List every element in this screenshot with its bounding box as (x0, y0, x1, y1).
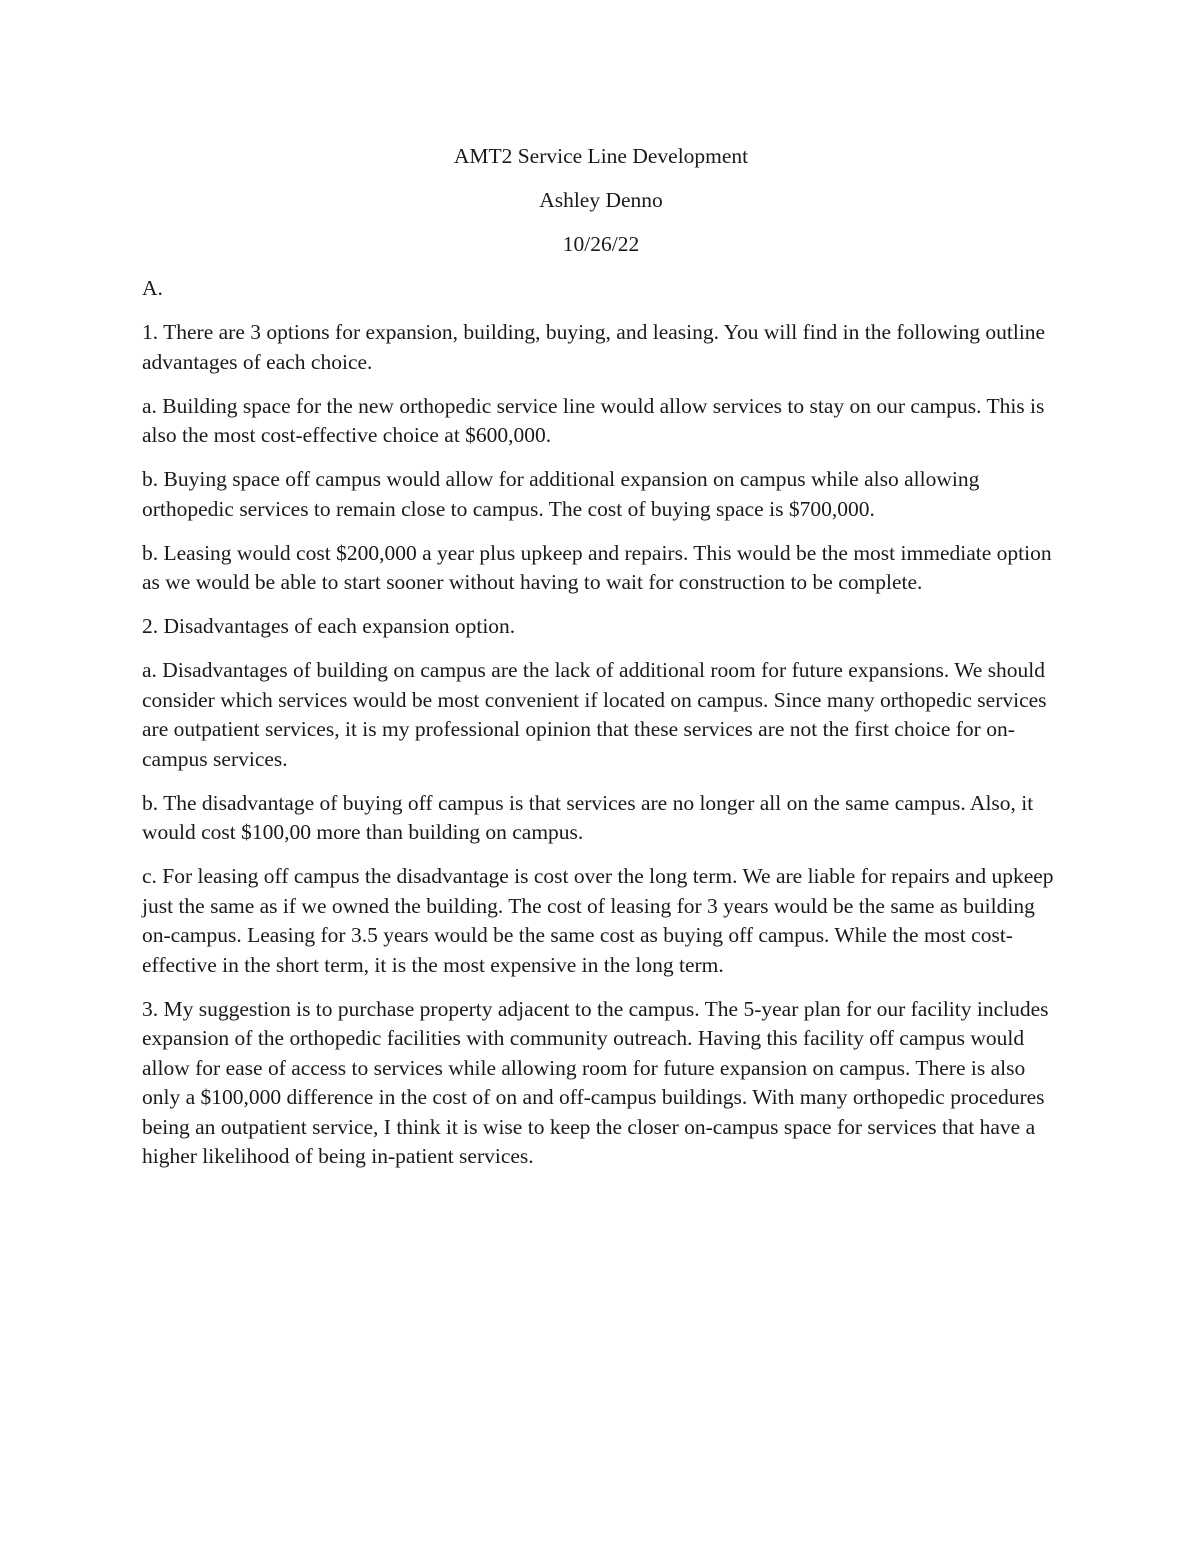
paragraph: b. The disadvantage of buying off campus is that services are no longer all on the same campus. Also, it would cost $100,00 more than building on campus. (142, 790, 1034, 844)
paragraph: a. Building space for the new orthopedic service line would allow services to stay on our campus. This is also the most cost-effective choice at $600,000. (142, 393, 1045, 447)
paragraph: 2. Disadvantages of each expansion option. (142, 614, 516, 638)
paragraph: 3. My suggestion is to purchase property adjacent to the campus. The 5-year plan for our facility includes expansion of the orthopedic facilities with community outreach. Having this facility off campus would allow for ease of access to services while allowing room for future expansion on campus. There is also only a $100,000 difference in the cost of on and off-campus buildings. With many orthopedic procedures being an outpatient service, I think it is wise to keep the closer on-campus space for services that have a higher likelihood of being in-patient services. (142, 996, 1049, 1168)
document-title: AMT2 Service Line Development (453, 144, 749, 168)
paragraph: 1. There are 3 options for expansion, building, buying, and leasing. You will find in the following outline advantages of each choice. (142, 320, 1046, 374)
section-label: A. (142, 276, 163, 300)
document-author: Ashley Denno (539, 188, 663, 212)
paragraph: c. For leasing off campus the disadvantage is cost over the long term. We are liable for repairs and upkeep just the same as if we owned the building. The cost of leasing for 3 years would be the same as building on-campus. Leasing for 3.5 years would be the same cost as buying off campus. While the most cost-effective in the short term, it is the most expensive in the long term. (142, 864, 1054, 977)
document-body (142, 142, 1060, 1186)
paragraph: b. Buying space off campus would allow for additional expansion on campus while also allowing orthopedic services to remain close to campus. The cost of buying space is $700,000. (142, 467, 980, 521)
paragraph: a. Disadvantages of building on campus are the lack of additional room for future expansions. We should consider which services would be most convenient if located on campus. Since many orthopedic services are outpatient services, it is my professional opinion that these services are not the first choice for on-campus services. (142, 658, 1047, 771)
document-date: 10/26/22 (562, 232, 640, 256)
paragraph: b. Leasing would cost $200,000 a year plus upkeep and repairs. This would be the most immediate option as we would be able to start sooner without having to wait for construction to be complete. (142, 540, 1052, 594)
